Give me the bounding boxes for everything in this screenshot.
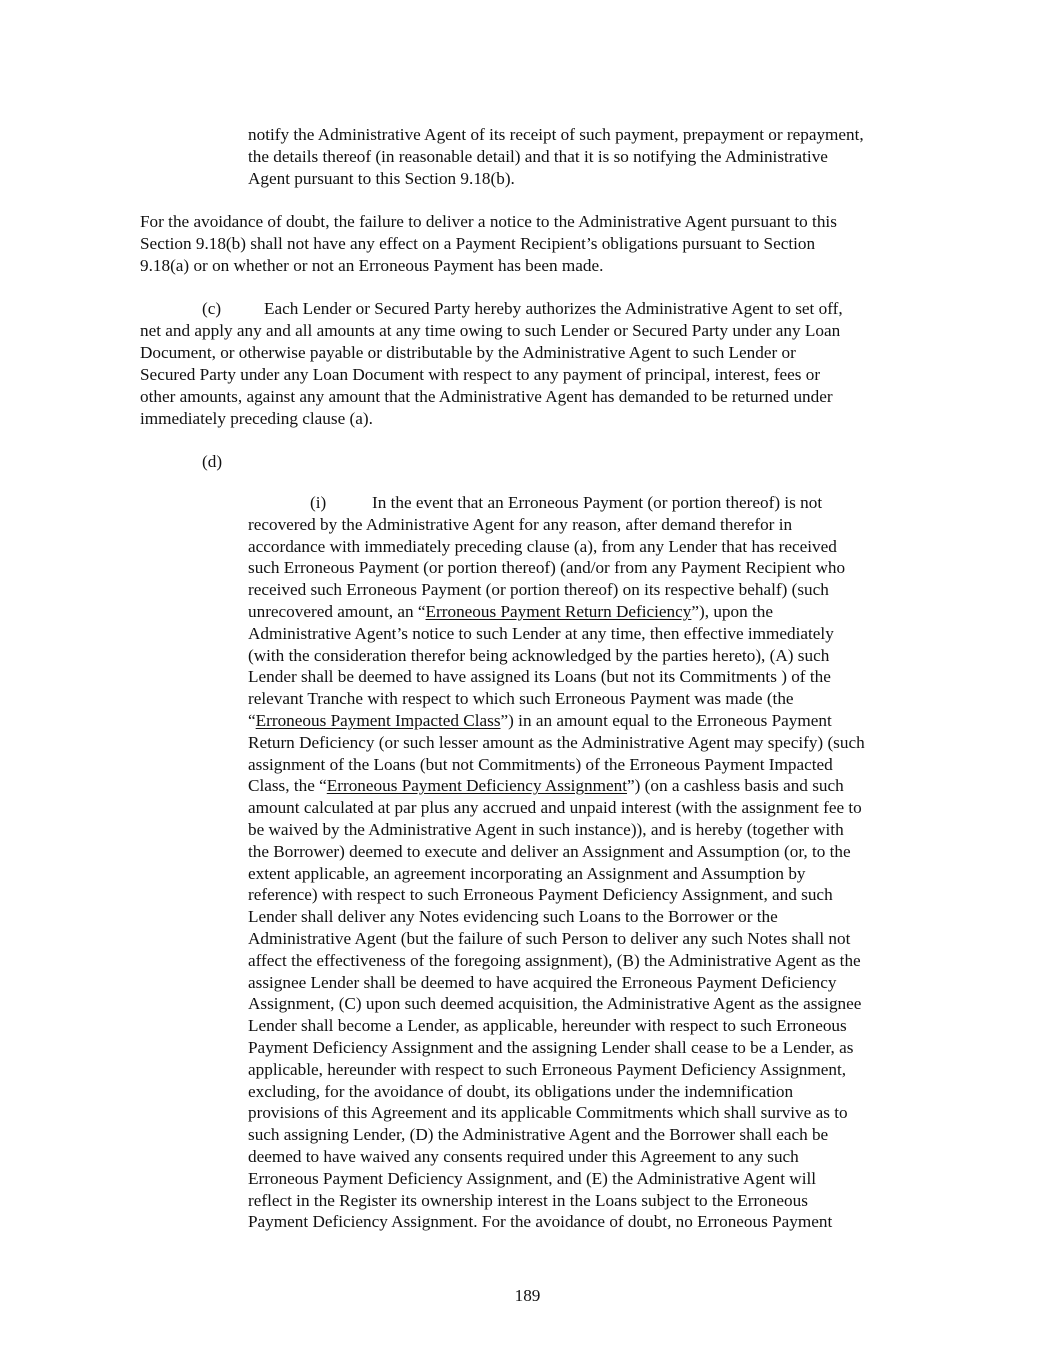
text-line: recovered by the Administrative Agent for any reason, after demand therefor in (248, 514, 793, 534)
text-line (248, 601, 773, 623)
text-line: Section 9.18(b) shall not have any effect on a Payment Recipient’s obligations pursuant to Section (140, 234, 816, 253)
text-line: deemed to have waived any consents required under this Agreement to any such (248, 1147, 799, 1166)
text-line: reflect in the Register its ownership interest in the Loans subject to the Erroneous (248, 1190, 808, 1210)
text-line: applicable, hereunder with respect to such Erroneous Payment Deficiency Assignment, (248, 1059, 847, 1079)
text-line: excluding, for the avoidance of doubt, its obligations under the indemnification (248, 1081, 794, 1101)
text-segment: Class, the “ (248, 776, 327, 796)
text-line: immediately preceding clause (a). (140, 409, 373, 428)
text-line: Each Lender or Secured Party hereby authorizes the Administrative Agent to set off, (264, 299, 843, 318)
text-segment: ”), upon the (691, 602, 774, 621)
text-line: Assignment, (C) upon such deemed acquisition, the Administrative Agent as the assignee (248, 994, 862, 1014)
text-line: such assigning Lender, (D) the Administrative Agent and the Borrower shall each be (248, 1125, 829, 1145)
text-line: affect the effectiveness of the foregoing assignment), (B) the Administrative Agent as the (248, 950, 861, 970)
text-line: net and apply any and all amounts at any time owing to such Lender or Secured Party under any Loan (140, 321, 841, 340)
text-line: assignee Lender shall be deemed to have acquired the Erroneous Payment Deficiency (248, 972, 837, 992)
text-line: notify the Administrative Agent of its receipt of such payment, prepayment or repayment, (248, 125, 864, 144)
text-segment: “ (248, 711, 256, 730)
clause-d-label: (d) (202, 452, 223, 471)
text-line: Secured Party under any Loan Document with respect to any payment of principal, interest, fees or (140, 365, 821, 384)
text-line: reference) with respect to such Erroneous Payment Deficiency Assignment, and such (248, 885, 833, 905)
text-line: relevant Tranche with respect to which such Erroneous Payment was made (the (248, 689, 794, 709)
text-line: Payment Deficiency Assignment and the assigning Lender shall cease to be a Lender, as (248, 1038, 854, 1057)
text-line: be waived by the Administrative Agent in such instance)), and is hereby (together with (248, 820, 844, 839)
text-line: For the avoidance of doubt, the failure to deliver a notice to the Administrative Agent pursuant to this (140, 212, 837, 231)
text-line: such Erroneous Payment (or portion thereof) (and/or from any Payment Recipient who (248, 558, 846, 578)
text-line: accordance with immediately preceding clause (a), from any Lender that has received (248, 536, 837, 556)
text-line: Document, or otherwise payable or distributable by the Administrative Agent to such Lender or (140, 343, 796, 362)
text-line: Agent pursuant to this Section 9.18(b). (248, 169, 515, 188)
text-line: assignment of the Loans (but not Commitments) of the Erroneous Payment Impacted (248, 754, 833, 774)
text-line (248, 775, 844, 797)
text-segment: ”) in an amount equal to the Erroneous Payment (500, 711, 832, 730)
text-line: extent applicable, an agreement incorporating an Assignment and Assumption by (248, 863, 806, 883)
text-line: Administrative Agent (but the failure of such Person to deliver any such Notes shall not (248, 929, 851, 948)
text-line: Lender shall be deemed to have assigned its Loans (but not its Commitments ) of the (248, 667, 831, 687)
clause-d-i-label: (i) (310, 493, 327, 512)
text-line: 9.18(a) or on whether or not an Erroneous Payment has been made. (140, 256, 604, 275)
text-line: the Borrower) deemed to execute and deliver an Assignment and Assumption (or, to the (248, 841, 851, 861)
defined-term-return-deficiency: Erroneous Payment Return Deficiency (425, 602, 692, 621)
text-line: Payment Deficiency Assignment. For the avoidance of doubt, no Erroneous Payment (248, 1212, 833, 1232)
text-line: other amounts, against any amount that the Administrative Agent has demanded to be returned under (140, 387, 833, 406)
text-line: Lender shall deliver any Notes evidencing such Loans to the Borrower or the (248, 907, 778, 927)
text-line: provisions of this Agreement and its applicable Commitments which shall survive as to (248, 1103, 848, 1123)
defined-term-impacted-class: Erroneous Payment Impacted Class (255, 711, 501, 730)
text-line: Lender shall become a Lender, as applicable, hereunder with respect to such Erroneous (248, 1016, 847, 1036)
text-line (248, 710, 832, 732)
text-line: the details thereof (in reasonable detail) and that it is so notifying the Administrative (248, 147, 828, 166)
defined-term-deficiency-assignment: Erroneous Payment Deficiency Assignment (326, 776, 628, 796)
text-line: Return Deficiency (or such lesser amount as the Administrative Agent may specify) (such (248, 732, 865, 752)
text-segment: unrecovered amount, an “ (248, 602, 426, 621)
text-line: amount calculated at par plus any accrued and unpaid interest (with the assignment fee to (248, 798, 862, 818)
page-number: 189 (514, 1286, 541, 1305)
text-segment: ”) (on a cashless basis and such (627, 776, 844, 796)
text-line: Erroneous Payment Deficiency Assignment, and (E) the Administrative Agent will (248, 1168, 817, 1188)
text-line: (with the consideration therefor being acknowledged by the parties hereto), (A) such (248, 645, 830, 665)
clause-c-label: (c) (202, 299, 222, 318)
text-line: Administrative Agent’s notice to such Lender at any time, then effective immediately (248, 623, 834, 643)
text-line: In the event that an Erroneous Payment (or portion thereof) is not (372, 493, 823, 512)
text-line: received such Erroneous Payment (or portion thereof) on its respective behalf) (such (248, 580, 829, 600)
